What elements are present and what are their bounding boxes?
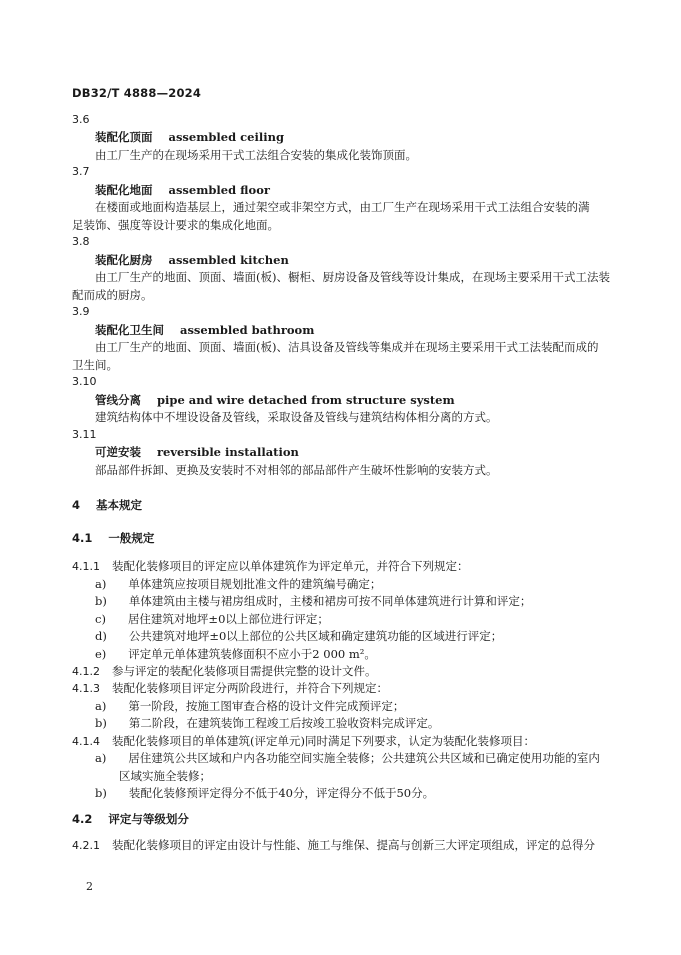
- clause-number: 4.1.3: [72, 682, 100, 695]
- clause-text: 装配化装修项目的评定应以单体建筑作为评定单元，并符合下列规定：: [112, 559, 469, 573]
- clause-number: 4.1.4: [72, 735, 100, 748]
- list-label: e): [95, 647, 107, 661]
- list-item: [95, 647, 376, 661]
- term-definition: 建筑结构体中不埋设设备及管线，采取设备及管线与建筑结构体相分离的方式。: [95, 410, 498, 424]
- list-item: [95, 629, 502, 643]
- term-heading: [95, 323, 314, 337]
- section-title: 基本规定: [96, 498, 143, 512]
- term-chinese: 可逆安装: [95, 445, 141, 459]
- subsection-title: 评定与等级划分: [108, 812, 189, 826]
- clause-number: 3.8: [72, 235, 90, 248]
- term-english: assembled bathroom: [180, 323, 315, 337]
- term-english: assembled kitchen: [168, 253, 289, 267]
- subsection-heading: [72, 531, 154, 545]
- clause-text: 装配化装修项目评定分两阶段进行，并符合下列规定：: [112, 681, 388, 695]
- term-heading: [95, 393, 455, 407]
- clause-4-1-3: [72, 681, 388, 696]
- list-label: b): [95, 716, 107, 730]
- list-text: 第一阶段，按施工图审查合格的设计文件完成预评定；: [128, 699, 405, 713]
- clause-text: 装配化装修项目的单体建筑(评定单元)同时满足下列要求，认定为装配化装修项目：: [112, 734, 535, 748]
- list-item: [95, 612, 329, 626]
- subsection-number: 4.2: [72, 812, 93, 826]
- subsection-title: 一般规定: [108, 531, 155, 545]
- term-definition: 在楼面或地面构造基层上，通过架空或非架空方式，由工厂生产在现场采用干式工法组合安装的满: [95, 200, 590, 214]
- list-text: 居住建筑对地坪±0以上部位进行评定；: [127, 612, 329, 626]
- list-text: 第二阶段，在建筑装饰工程竣工后按竣工验收资料完成评定。: [128, 716, 440, 730]
- list-item: [95, 786, 434, 800]
- term-english: assembled floor: [168, 183, 270, 197]
- term-definition: 卫生间。: [72, 358, 118, 372]
- term-chinese: 装配化顶面: [95, 130, 153, 144]
- section-number: 4: [72, 498, 81, 512]
- term-heading: [95, 445, 299, 459]
- term-english: pipe and wire detached from structure system: [157, 393, 455, 407]
- clause-number: 3.10: [72, 375, 97, 388]
- clause-4-1-4: [72, 734, 535, 749]
- term-chinese: 装配化卫生间: [95, 323, 164, 337]
- standard-number-header: DB32/T 4888—2024: [72, 86, 202, 100]
- term-chinese: 装配化厨房: [95, 253, 153, 267]
- list-item: [95, 716, 439, 730]
- subsection-heading: [72, 812, 189, 826]
- list-text: 装配化装修预评定得分不低于40分，评定得分不低于50分。: [128, 786, 435, 800]
- term-english: reversible installation: [157, 445, 299, 459]
- clause-4-1-2: [72, 664, 377, 679]
- clause-4-1-1: [72, 559, 469, 574]
- list-label: a): [95, 577, 107, 591]
- list-text: 居住建筑公共区域和户内各功能空间实施全装修；公共建筑公共区域和已确定使用功能的室内: [128, 751, 600, 765]
- clause-text: 参与评定的装配化装修项目需提供完整的设计文件。: [112, 664, 377, 678]
- list-label: a): [95, 699, 107, 713]
- list-label: b): [95, 594, 107, 608]
- term-chinese: 管线分离: [95, 393, 141, 407]
- term-definition: 由工厂生产的地面、顶面、墙面(板)、洁具设备及管线等集成并在现场主要采用干式工法装配而成的: [95, 340, 599, 354]
- section-heading: [72, 498, 142, 512]
- term-heading: [95, 130, 284, 144]
- clause-4-2-1: [72, 838, 595, 853]
- clause-number: 3.11: [72, 428, 97, 441]
- clause-number: 3.6: [72, 113, 90, 126]
- clause-number: 4.2.1: [72, 839, 100, 852]
- list-text: 评定单元单体建筑装修面积不应小于2 000 m²。: [128, 647, 376, 661]
- list-item: [95, 699, 404, 713]
- term-definition: 部品部件拆卸、更换及安装时不对相邻的部品部件产生破坏性影响的安装方式。: [95, 463, 498, 477]
- clause-number: 4.1.2: [72, 665, 100, 678]
- term-chinese: 装配化地面: [95, 183, 153, 197]
- list-item-continuation: 区域实施全装修；: [119, 769, 211, 783]
- page-number: 2: [86, 880, 93, 893]
- list-item: [95, 577, 381, 591]
- clause-number: 3.7: [72, 165, 90, 178]
- list-item: [95, 594, 531, 608]
- term-english: assembled ceiling: [168, 130, 284, 144]
- list-label: a): [95, 751, 107, 765]
- term-definition: 足装饰、强度等设计要求的集成化地面。: [72, 218, 279, 232]
- term-definition: 由工厂生产的地面、顶面、墙面(板)、橱柜、厨房设备及管线等设计集成，在现场主要采用干式工法装: [95, 270, 610, 284]
- list-label: d): [95, 629, 107, 643]
- list-text: 单体建筑由主楼与裙房组成时，主楼和裙房可按不同单体建筑进行计算和评定；: [128, 594, 532, 608]
- list-text: 单体建筑应按项目规划批准文件的建筑编号确定；: [128, 577, 382, 591]
- list-item: [95, 751, 600, 765]
- list-label: b): [95, 786, 107, 800]
- clause-text: 装配化装修项目的评定由设计与性能、施工与维保、提高与创新三大评定项组成，评定的总得分: [112, 838, 595, 852]
- clause-number: 3.9: [72, 305, 90, 318]
- clause-number: 4.1.1: [72, 560, 100, 573]
- list-text: 公共建筑对地坪±0以上部位的公共区域和确定建筑功能的区域进行评定；: [128, 629, 503, 643]
- term-definition: 配而成的厨房。: [72, 288, 153, 302]
- subsection-number: 4.1: [72, 531, 93, 545]
- term-definition: 由工厂生产的在现场采用干式工法组合安装的集成化装饰顶面。: [95, 148, 417, 162]
- list-label: c): [95, 612, 106, 626]
- term-heading: [95, 183, 270, 197]
- term-heading: [95, 253, 289, 267]
